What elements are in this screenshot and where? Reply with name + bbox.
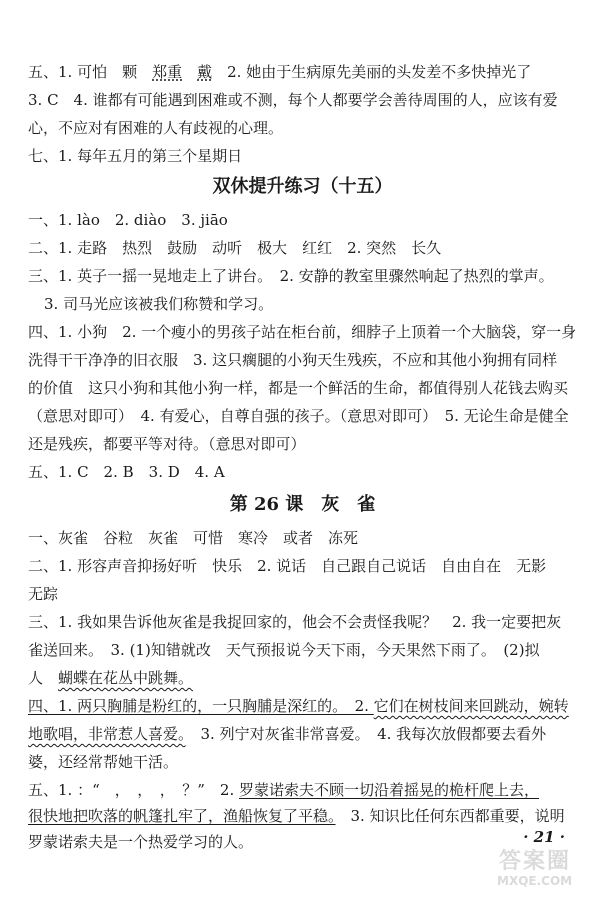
answer-line: 四、1. 两只胸脯是粉红的，一只胸脯是深红的。 2. 它们在树枝间来回跳动，婉转 — [28, 697, 569, 715]
answer-line: 四、1. 小狗 2. 一个瘦小的男孩子站在柜台前，细脖子上顶着一个大脑袋，穿一身 — [28, 323, 577, 341]
answer-line: 雀送回来。 3. (1)知错就改 天气预报说今天下雨，今天果然下雨了。 (2)拟 — [28, 641, 540, 659]
answer-line: （意思对即可） 4. 有爱心，自尊自强的孩子。（意思对即可） 5. 无论生命是健全 — [28, 407, 569, 425]
answer-line: 人 蝴蝶在花丛中跳舞。 — [28, 669, 194, 687]
answer-line: 3. 司马光应该被我们称赞和学习。 — [44, 295, 274, 313]
answer-line: 一、1. lào 2. diào 3. jiāo — [28, 211, 228, 229]
answer-line: 二、1. 形容声音抑扬好听 快乐 2. 说话 自己跟自己说话 自由自在 无影 — [28, 557, 547, 575]
page-number: · 21 · — [523, 828, 565, 846]
watermark-text: 答案圈 — [499, 849, 572, 874]
answer-line: 地歌唱，非常惹人喜爱。 3. 列宁对灰雀非常喜爱。 4. 我每次放假都要去看外 — [28, 725, 547, 743]
watermark-url: MXQE.COM — [497, 874, 573, 888]
answer-line: 无踪 — [28, 585, 59, 603]
answer-line: 心，不应对有困难的人有歧视的心理。 — [28, 119, 284, 137]
answer-line: 3. C 4. 谁都有可能遇到困难或不测，每个人都要学会善待周围的人，应该有爱 — [28, 91, 558, 109]
answer-line: 罗蒙诺索夫是一个热爱学习的人。 — [28, 833, 254, 851]
answer-line: 洗得干干净净的旧衣服 3. 这只瘸腿的小狗天生残疾，不应和其他小狗拥有同样 — [28, 351, 558, 369]
answer-line: 婆，还经常帮她干活。 — [28, 753, 179, 771]
answer-line: 很快地把吹落的帆篷扎牢了，渔船恢复了平稳。 3. 知识比任何东西都重要，说明 — [28, 807, 565, 825]
answer-line: 三、1. 英子一摇一晃地走上了讲台。 2. 安静的教室里骤然响起了热烈的掌声。 — [28, 267, 554, 285]
answer-line: 的价值 这只小狗和其他小狗一样，都是一个鲜活的生命，都值得别人花钱去购买 — [28, 379, 569, 397]
answer-line: 一、灰雀 谷粒 灰雀 可惜 寒冷 或者 冻死 — [28, 529, 359, 547]
answer-line: 还是残疾，都要平等对待。（意思对即可） — [28, 435, 306, 453]
lesson-heading: 第 26 课 灰 雀 — [229, 494, 376, 515]
answer-line: 五、1. 可怕 颗 郑重 戴 2. 她由于生病原先美丽的头发差不多快掉光了 — [28, 63, 532, 81]
watermark-logo — [493, 844, 593, 892]
answer-line: 五、1. ：“ ， ， ， ？” 2. 罗蒙诺索夫不顾一切沿着摇晃的桅杆爬上去， — [28, 781, 540, 799]
answer-line: 二、1. 走路 热烈 鼓励 动听 极大 红红 2. 突然 长久 — [28, 239, 442, 257]
answer-line: 五、1. C 2. B 3. D 4. A — [28, 463, 225, 481]
answer-line: 七、1. 每年五月的第三个星期日 — [28, 147, 243, 165]
answer-line: 三、1. 我如果告诉他灰雀是我捉回家的，他会不会责怪我呢？ 2. 我一定要把灰 — [28, 613, 562, 631]
section-heading: 双休提升练习（十五） — [212, 176, 393, 197]
